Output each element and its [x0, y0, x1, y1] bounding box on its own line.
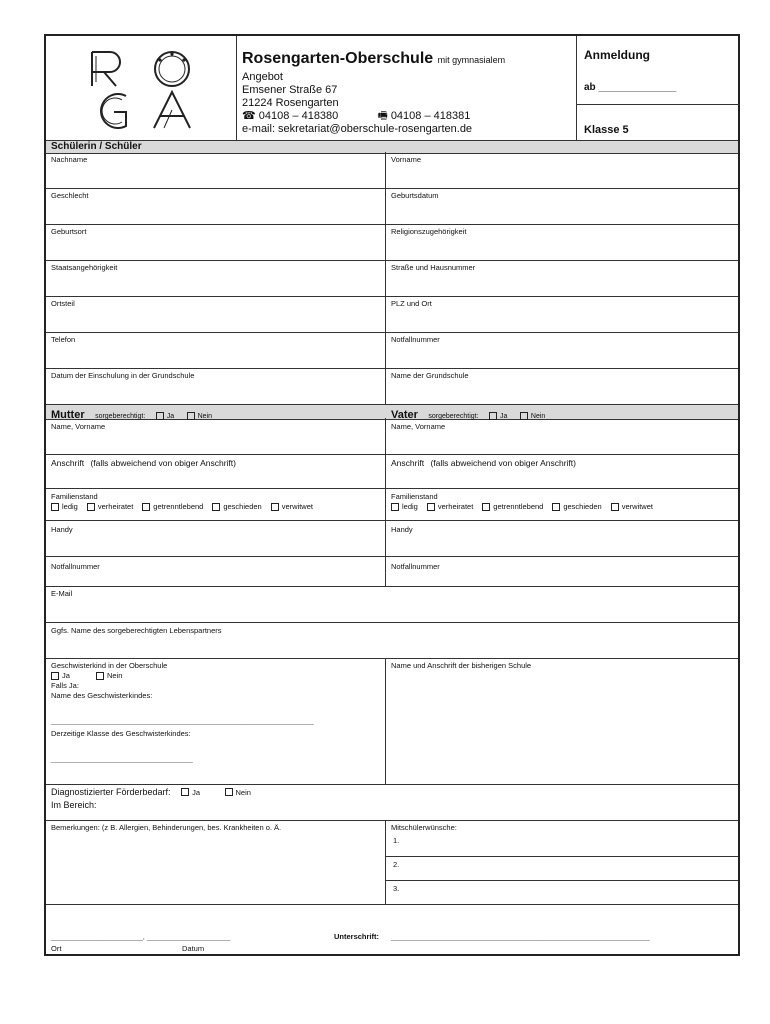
student-field-5-right: PLZ und Ort — [391, 299, 432, 308]
father-custody-label: sorgeberechtigt: — [428, 413, 479, 420]
support-label: Diagnostizierter Förderbedarf: — [51, 787, 171, 797]
school-name: Rosengarten-Oberschule — [242, 50, 434, 67]
father-marital-checkbox-3[interactable] — [482, 503, 490, 511]
sibling-name-label: Name des Geschwisterkindes: — [51, 691, 153, 700]
school-street: Emsener Straße 67 — [242, 84, 338, 96]
mother-marital-option-5: verwitwet — [281, 502, 313, 511]
support-no-checkbox[interactable] — [225, 788, 233, 796]
sibling-if-yes: Falls Ja: — [51, 681, 79, 690]
email-label: E-Mail — [51, 589, 73, 598]
mother-marital-checkbox-3[interactable] — [142, 503, 150, 511]
support-area-label: Im Bereich: — [51, 800, 97, 810]
registration-form — [44, 34, 740, 956]
anmeldung-title: Anmeldung — [584, 48, 650, 62]
support-yes: Ja — [192, 788, 200, 797]
father-address-note: (falls abweichend von obiger Anschrift) — [430, 458, 576, 468]
mother-marital-option-1: ledig — [62, 502, 78, 511]
mother-mobile-label: Handy — [51, 525, 73, 534]
place-date-line[interactable]: ______________________, ____________________ — [51, 932, 231, 941]
student-field-3-right: Religionszugehörigkeit — [391, 227, 467, 236]
place-label: Ort — [51, 944, 62, 953]
father-marital-label: Familienstand — [391, 492, 438, 501]
mother-marital-checkbox-2[interactable] — [87, 503, 95, 511]
signature-line[interactable]: ______________________________________________________________ — [391, 932, 650, 941]
mother-custody-yes: Ja — [166, 413, 175, 420]
date-label: Datum — [182, 944, 205, 953]
partner-label: Ggfs. Name des sorgeberechtigten Lebenspartners — [51, 626, 222, 635]
father-marital-checkbox-2[interactable] — [427, 503, 435, 511]
klasse-label: Klasse 5 — [584, 124, 629, 136]
student-field-6-right: Notfallnummer — [391, 335, 440, 344]
remarks-label: Bemerkungen: (z B. Allergien, Behinderungen, bes. Krankheiten o. Ä. — [51, 823, 282, 832]
classmate-3[interactable]: 3. — [393, 884, 400, 893]
student-field-3-left: Geburtsort — [51, 227, 87, 236]
school-suffix: mit gymnasialem — [437, 55, 506, 65]
father-marital-checkbox-1[interactable] — [391, 503, 399, 511]
mother-marital-option-4: geschieden — [223, 502, 262, 511]
student-field-2-right: Geburtsdatum — [391, 191, 439, 200]
student-field-1-left: Nachname — [51, 155, 88, 164]
mother-marital-checkbox-5[interactable] — [271, 503, 279, 511]
school-city: 21224 Rosengarten — [242, 97, 339, 109]
father-marital-option-1: ledig — [402, 502, 418, 511]
father-custody-no: Nein — [530, 413, 546, 420]
sibling-class-label: Derzeitige Klasse des Geschwisterkindes: — [51, 729, 191, 738]
anmeldung-ab[interactable]: ab ______________ — [584, 82, 677, 93]
student-field-2-left: Geschlecht — [51, 191, 89, 200]
previous-school-label: Name und Anschrift der bisherigen Schule — [391, 661, 532, 670]
student-field-4-left: Staatsangehörigkeit — [51, 263, 118, 272]
sibling-title: Geschwisterkind in der Oberschule — [51, 661, 168, 670]
father-marital-checkbox-4[interactable] — [552, 503, 560, 511]
student-field-7-left: Datum der Einschulung in der Grundschule — [51, 371, 195, 380]
support-no: Nein — [235, 788, 251, 797]
student-section-title: Schülerin / Schüler — [51, 141, 142, 152]
mother-address-label: Anschrift — [51, 458, 85, 468]
mother-marital-label: Familienstand — [51, 492, 98, 501]
mother-custody-yes-checkbox[interactable] — [156, 412, 164, 420]
student-field-4-right: Straße und Hausnummer — [391, 263, 476, 272]
mother-name-label: Name, Vorname — [51, 422, 106, 431]
mother-marital-checkbox-1[interactable] — [51, 503, 59, 511]
father-marital-options — [391, 502, 662, 512]
sibling-class-line[interactable]: __________________________________ — [51, 754, 193, 763]
phone-icon: ☎ — [242, 110, 256, 122]
mother-marital-option-3: getrenntlebend — [153, 502, 204, 511]
student-field-7-right: Name der Grundschule — [391, 371, 469, 380]
mother-marital-option-2: verheiratet — [97, 502, 134, 511]
school-line2: Angebot — [242, 71, 283, 83]
father-marital-option-2: verheiratet — [437, 502, 474, 511]
father-emergency-label: Notfallnummer — [391, 562, 440, 571]
mother-custody-label: sorgeberechtigt: — [95, 413, 146, 420]
mother-custody-no: Nein — [197, 413, 212, 420]
mother-emergency-label: Notfallnummer — [51, 562, 100, 571]
father-name-label: Name, Vorname — [391, 422, 446, 431]
mother-title: Mutter — [51, 409, 85, 421]
sibling-no-checkbox[interactable] — [96, 672, 104, 680]
mother-marital-checkbox-4[interactable] — [212, 503, 220, 511]
father-custody-no-checkbox[interactable] — [520, 412, 528, 420]
school-email: e-mail: sekretariat@oberschule-rosengarten.de — [242, 123, 473, 135]
father-mobile-label: Handy — [391, 525, 413, 534]
sibling-name-line[interactable]: _______________________________________________________________ — [51, 716, 314, 725]
school-phone: 04108 – 418380 — [258, 110, 339, 122]
student-field-6-left: Telefon — [51, 335, 76, 344]
father-marital-checkbox-5[interactable] — [611, 503, 619, 511]
classmate-1[interactable]: 1. — [393, 836, 400, 845]
mother-custody-no-checkbox[interactable] — [187, 412, 195, 420]
father-custody-yes: Ja — [500, 413, 508, 420]
father-marital-option-4: geschieden — [563, 502, 602, 511]
signature-label: Unterschrift: — [334, 932, 380, 941]
sibling-yes-checkbox[interactable] — [51, 672, 59, 680]
classmates-label: Mitschülerwünsche: — [391, 823, 457, 832]
father-address-label: Anschrift — [391, 458, 425, 468]
mother-address-note: (falls abweichend von obiger Anschrift) — [90, 458, 236, 468]
student-field-5-left: Ortsteil — [51, 299, 75, 308]
fax-icon: 🖷 — [377, 110, 388, 122]
father-custody-yes-checkbox[interactable] — [489, 412, 497, 420]
support-yes-checkbox[interactable] — [181, 788, 189, 796]
student-field-1-right: Vorname — [391, 155, 422, 164]
father-marital-option-5: verwitwet — [621, 502, 653, 511]
father-marital-option-3: getrenntlebend — [493, 502, 544, 511]
school-logo — [84, 48, 212, 132]
sibling-no: Nein — [107, 671, 123, 680]
mother-marital-options — [51, 502, 322, 512]
father-title: Vater — [391, 409, 418, 421]
school-fax: 04108 – 418381 — [390, 110, 471, 122]
sibling-yes: Ja — [62, 671, 70, 680]
classmate-2[interactable]: 2. — [393, 860, 400, 869]
